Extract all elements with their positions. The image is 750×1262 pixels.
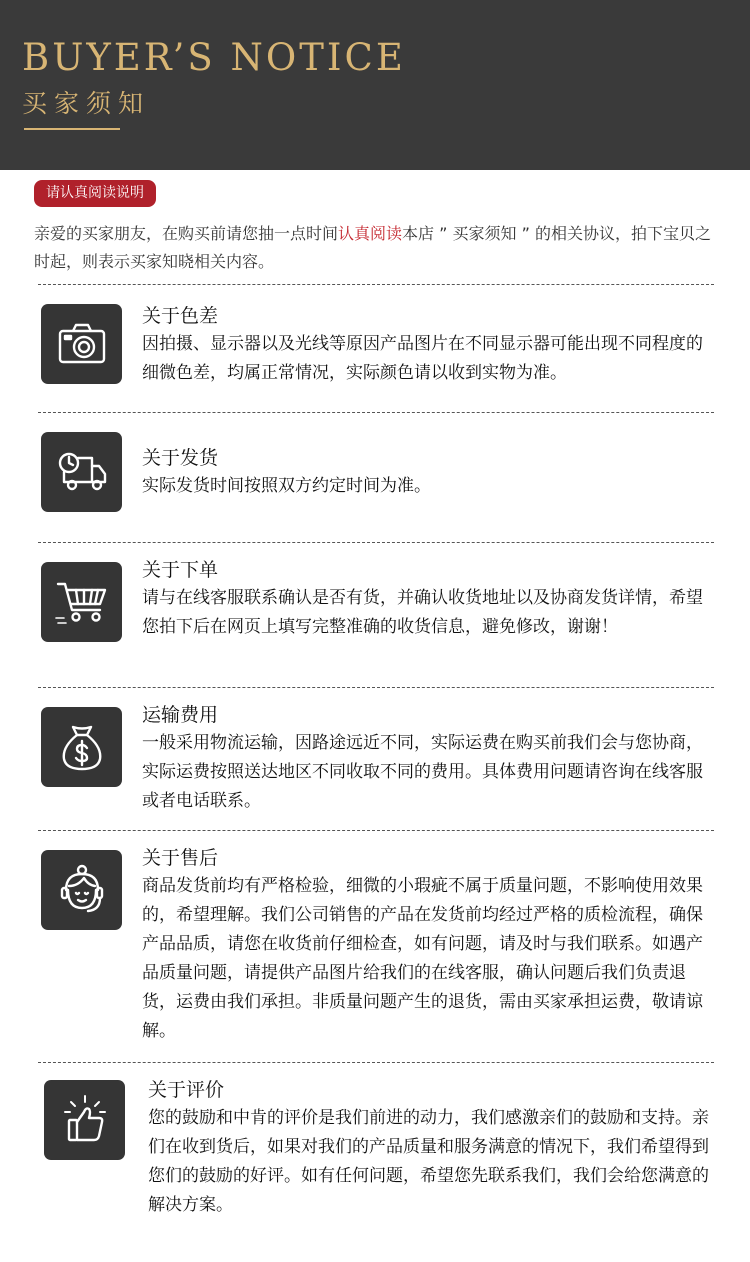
section-reviews bbox=[38, 1062, 714, 1262]
customer-service-icon bbox=[41, 850, 122, 930]
section-title: 关于下单 bbox=[142, 559, 219, 581]
section-after-sales bbox=[38, 830, 714, 1062]
section-shipping-fees bbox=[38, 687, 714, 830]
title-underline bbox=[24, 128, 120, 130]
section-divider bbox=[38, 830, 714, 831]
intro-text-before: 亲爱的买家朋友，在购买前请您抽一点时间 bbox=[34, 224, 339, 243]
section-text: 商品发货前均有严格检验，细微的小瑕疵不属于质量问题，不影响使用效果的，希望理解。我们公司销售的产品在发货前均经过严格的质检流程，确保产品品质，请您在收货前仔细检查，如有问题，请及时与我们联系。如遇产品质量问题，请提供产品图片给我们的在线客服，确认问题后我们负责退货，运费由我们承担。非质量问题产生的退货，需由买家承担运费，敬请谅解。 bbox=[142, 876, 703, 1041]
section-color-difference bbox=[38, 284, 714, 412]
section-title: 运输费用 bbox=[142, 704, 219, 726]
section-divider bbox=[38, 687, 714, 688]
section-divider bbox=[38, 284, 714, 285]
section-text: 您的鼓励和中肯的评价是我们前进的动力，我们感激亲们的鼓励和支持。亲们在收到货后，如果对我们的产品质量和服务满意的情况下，我们希望得到您们的鼓励的好评。如有任何问题，希望您先联系我们，我们会给您满意的解决方案。 bbox=[148, 1108, 709, 1215]
header-banner bbox=[0, 0, 750, 170]
section-title: 关于评价 bbox=[148, 1079, 225, 1101]
intro-paragraph bbox=[34, 220, 724, 276]
money-bag-icon bbox=[41, 707, 122, 787]
section-title: 关于色差 bbox=[142, 305, 219, 327]
section-shipping bbox=[38, 412, 714, 542]
section-ordering bbox=[38, 542, 714, 687]
section-divider bbox=[38, 412, 714, 413]
section-text: 一般采用物流运输，因路途远近不同，实际运费在购买前我们会与您协商，实际运费按照送达地区不同收取不同的费用。具体费用问题请咨询在线客服或者电话联系。 bbox=[142, 733, 703, 811]
section-title: 关于售后 bbox=[142, 847, 219, 869]
thumbs-up-icon bbox=[44, 1080, 125, 1160]
intro-text-after: 本店 ” 买家须知 ” 的相关协议，拍下宝贝之时起，则表示买家知晓相关内容。 bbox=[34, 224, 711, 271]
page-title-chinese: 买家须知 bbox=[22, 89, 151, 118]
section-title: 关于发货 bbox=[142, 447, 219, 469]
section-divider bbox=[38, 542, 714, 543]
section-text: 请与在线客服联系确认是否有货，并确认收货地址以及协商发货详情，希望您拍下后在网页上填写完整准确的收货信息，避免修改，谢谢！ bbox=[142, 588, 703, 637]
read-carefully-badge: 请认真阅读说明 bbox=[34, 180, 156, 207]
intro-highlight: 认真阅读 bbox=[338, 224, 403, 243]
delivery-truck-icon bbox=[41, 432, 122, 512]
camera-icon bbox=[41, 304, 122, 384]
page-title-english: BUYER’S NOTICE bbox=[22, 36, 406, 79]
section-divider bbox=[38, 1062, 714, 1063]
section-text: 因拍摄、显示器以及光线等原因产品图片在不同显示器可能出现不同程度的细微色差，均属正常情况，实际颜色请以收到实物为准。 bbox=[142, 334, 703, 383]
shopping-cart-icon bbox=[41, 562, 122, 642]
section-text: 实际发货时间按照双方约定时间为准。 bbox=[142, 476, 431, 496]
